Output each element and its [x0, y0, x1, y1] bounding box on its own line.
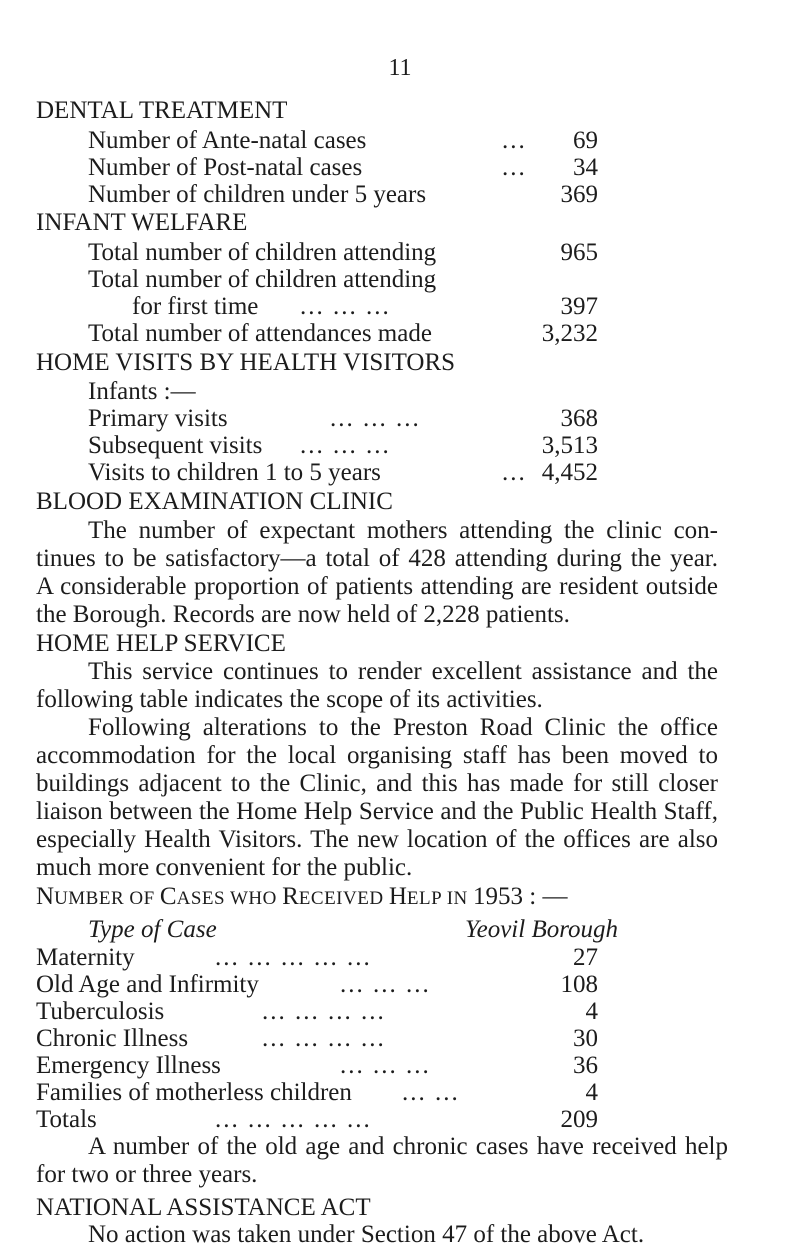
table-row-dots: ... ... ... ...: [262, 998, 386, 1025]
table-row-dots: ... ... ... ... ...: [215, 944, 372, 971]
infant-row-continuation: for first time: [132, 293, 259, 320]
paragraph-line: A number of the old age and chronic cases have received help: [88, 1133, 728, 1160]
infant-row-value: 3,232: [541, 320, 598, 347]
section-heading-dental: DENTAL TREATMENT: [36, 97, 288, 124]
table-row-value: 30: [573, 1025, 598, 1052]
section-heading-national: NATIONAL ASSISTANCE ACT: [36, 1194, 371, 1221]
home-visits-row-label: Visits to children 1 to 5 years: [88, 459, 381, 486]
home-visits-row-value: 3,513: [541, 432, 598, 459]
infant-row-value: 397: [560, 293, 598, 320]
table-row-dots: ... ... ...: [340, 1052, 431, 1079]
paragraph-line: following table indicates the scope of its activities.: [36, 686, 543, 713]
home-visits-row-label: Primary visits: [88, 405, 228, 432]
paragraph-line: Following alterations to the Preston Road Clinic the office: [88, 714, 718, 741]
paragraph-line: A considerable proportion of patients attending are resident outside: [36, 573, 718, 600]
paragraph-line: No action was taken under Section 47 of the above Act.: [88, 1221, 645, 1248]
table-row-label: Emergency Illness: [36, 1052, 221, 1079]
paragraph-line: The number of expectant mothers attending the clinic con-: [88, 517, 718, 544]
infant-row-label: Total number of attendances made: [88, 320, 432, 347]
table-row-dots: ... ...: [402, 1079, 460, 1106]
home-visits-row-dots: ... ... ...: [330, 405, 421, 432]
table-row-value: 36: [573, 1052, 598, 1079]
table-row-dots: ... ... ...: [340, 971, 431, 998]
home-visits-row-value: 4,452: [541, 459, 598, 486]
paragraph-line: This service continues to render excellent assistance and the: [88, 658, 718, 685]
table-row-total-value: 209: [560, 1106, 598, 1133]
paragraph-line: liaison between the Home Help Service and the Public Health Staff,: [36, 798, 718, 825]
cases-table-title: NUMBER OF CASES WHO RECEIVED HELP IN 1953 : —: [36, 883, 568, 910]
table-row-total-label: Totals: [36, 1106, 97, 1133]
dental-row-dots: ...: [502, 127, 527, 154]
table-row-label: Families of motherless children: [36, 1079, 352, 1106]
dental-row-value: 34: [573, 154, 598, 181]
table-row-label: Tuberculosis: [36, 998, 165, 1025]
section-heading-home-visits: HOME VISITS BY HEALTH VISITORS: [36, 349, 456, 376]
dental-row-value: 369: [560, 181, 598, 208]
infant-row-value: 965: [560, 239, 598, 266]
infant-row-label: Total number of children attending: [88, 239, 437, 266]
home-visits-row-dots: ...: [502, 459, 527, 486]
paragraph-line: tinues to be satisfactory—a total of 428 attending during the year.: [36, 545, 718, 572]
section-heading-blood: BLOOD EXAMINATION CLINIC: [36, 488, 393, 515]
paragraph-line: for two or three years.: [36, 1161, 258, 1188]
home-visits-row-dots: ... ... ...: [300, 432, 391, 459]
paragraph-line: especially Health Visitors. The new location of the offices are also: [36, 826, 718, 853]
infant-row-label: Total number of children attending: [88, 266, 437, 293]
table-row-value: 27: [573, 944, 598, 971]
dental-row-label: Number of children under 5 years: [88, 181, 427, 208]
table-row-dots: ... ... ... ... ...: [215, 1106, 372, 1133]
dental-row-label: Number of Post-natal cases: [88, 154, 363, 181]
column-header-area: Yeovil Borough: [465, 916, 619, 943]
paragraph-line: the Borough. Records are now held of 2,228 patients.: [36, 601, 570, 628]
infant-row-dots: ... ... ...: [300, 293, 391, 320]
paragraph-line: accommodation for the local organising staff has been moved to: [36, 742, 718, 769]
paragraph-line: buildings adjacent to the Clinic, and this has made for still closer: [36, 770, 718, 797]
table-row-label: Maternity: [36, 944, 135, 971]
paragraph-line: much more convenient for the public.: [36, 854, 413, 881]
table-row-value: 4: [585, 998, 598, 1025]
table-row-label: Chronic Illness: [36, 1025, 189, 1052]
table-row-label: Old Age and Infirmity: [36, 971, 259, 998]
home-visits-subheading: Infants :—: [88, 378, 196, 405]
table-row-value: 108: [560, 971, 598, 998]
home-visits-row-label: Subsequent visits: [88, 432, 263, 459]
page-number: 11: [388, 55, 412, 81]
table-row-dots: ... ... ... ...: [262, 1025, 386, 1052]
dental-row-value: 69: [573, 127, 598, 154]
table-row-value: 4: [585, 1079, 598, 1106]
column-header-type: Type of Case: [88, 916, 217, 943]
section-heading-home-help: HOME HELP SERVICE: [36, 630, 286, 657]
dental-row-label: Number of Ante-natal cases: [88, 127, 367, 154]
dental-row-dots: ...: [502, 154, 527, 181]
section-heading-infant: INFANT WELFARE: [36, 209, 248, 236]
home-visits-row-value: 368: [560, 405, 598, 432]
